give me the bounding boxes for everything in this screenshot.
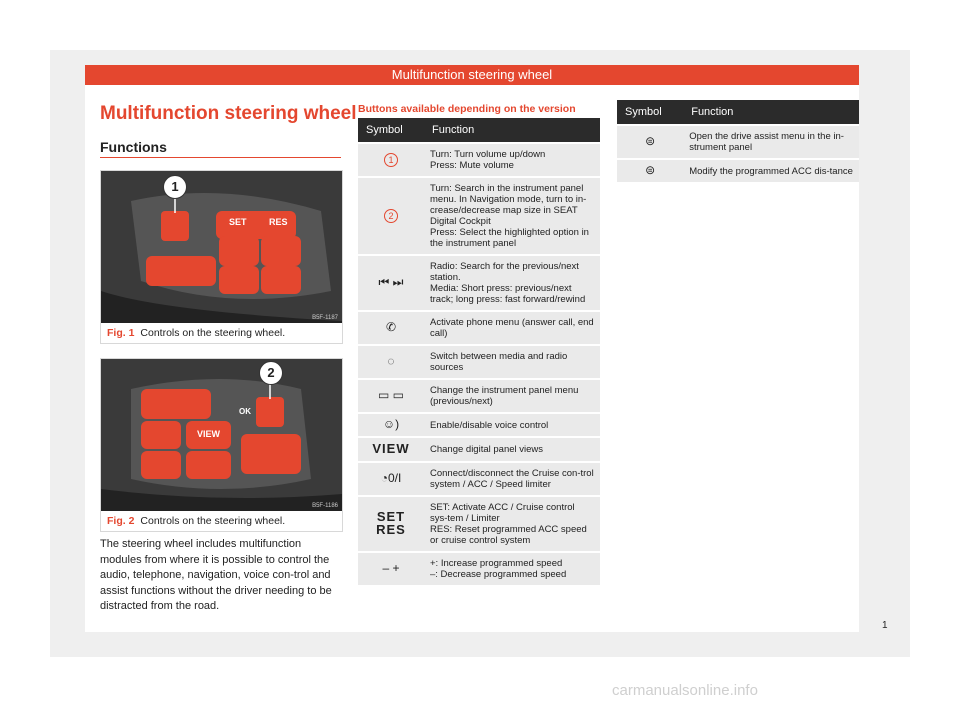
symbol-cell bbox=[358, 552, 424, 585]
function-cell: SET: Activate ACC / Cruise control sys-tem / Limiter RES: Reset programmed ACC speed or cruise control system bbox=[424, 496, 600, 552]
table-row bbox=[358, 177, 600, 255]
table-row bbox=[617, 159, 859, 182]
symbol-cell bbox=[358, 496, 424, 552]
assist-table bbox=[617, 100, 859, 182]
button-symbol-icon: 1 bbox=[384, 153, 398, 167]
function-cell: Change the instrument panel menu (previous/next) bbox=[424, 379, 600, 413]
steering-wheel-right-illustration bbox=[101, 359, 342, 511]
symbol-cell bbox=[358, 345, 424, 379]
symbol-cell bbox=[358, 462, 424, 496]
table-row bbox=[358, 496, 600, 552]
figure-2-label: Fig. 2 bbox=[107, 515, 135, 527]
section-heading: Multifunction steering wheel bbox=[100, 103, 357, 124]
button-symbol-icon: VIEW bbox=[372, 441, 410, 456]
button-symbol-icon: ◌ bbox=[387, 354, 395, 368]
figure-2-caption: Fig. 2 Controls on the steering wheel. bbox=[107, 515, 286, 527]
table-row bbox=[358, 143, 600, 177]
function-cell: Activate phone menu (answer call, end call) bbox=[424, 311, 600, 345]
button-symbol-icon: SET RES bbox=[376, 509, 406, 537]
table-row bbox=[358, 437, 600, 462]
figure-2-code: B5F-1186 bbox=[312, 503, 338, 509]
view-button-label: VIEW bbox=[197, 429, 221, 439]
figure-1-label: Fig. 1 bbox=[107, 327, 135, 339]
function-cell: Turn: Turn volume up/down Press: Mute volume bbox=[424, 143, 600, 177]
function-cell: +: Increase programmed speed –: Decrease programmed speed bbox=[424, 552, 600, 585]
figure-2 bbox=[100, 358, 343, 532]
button-symbol-icon: ⏮ ⏭ bbox=[378, 275, 404, 289]
button-symbol-icon: ⊜ bbox=[645, 163, 656, 177]
function-cell: Connect/disconnect the Cruise con-trol system / ACC / Speed limiter bbox=[424, 462, 600, 496]
col-function: Function bbox=[424, 118, 600, 143]
button-symbol-icon: ⊜ bbox=[645, 134, 656, 148]
symbol-cell bbox=[358, 255, 424, 311]
set-button-label: SET bbox=[229, 217, 247, 227]
ok-label: OK bbox=[239, 407, 251, 416]
symbol-cell bbox=[358, 437, 424, 462]
intro-paragraph: The steering wheel includes multifunction modules from where it is possible to control the audio, telephone, navigation, voice con-trol and assist functions without the driver needing to be distracted from the road. bbox=[100, 538, 332, 612]
table-row bbox=[358, 379, 600, 413]
function-cell: Enable/disable voice control bbox=[424, 413, 600, 437]
button-symbol-icon: ✆ bbox=[385, 320, 397, 334]
button-symbol-icon: ▭ ▭ bbox=[377, 388, 404, 402]
figure-2-image bbox=[101, 359, 342, 511]
section-subheading: Functions bbox=[100, 139, 167, 155]
watermark: carmanualsonline.info bbox=[612, 682, 758, 699]
button-symbol-icon: ◔0/I bbox=[380, 471, 402, 485]
button-symbol-icon: ☺) bbox=[382, 417, 400, 431]
res-button-label: RES bbox=[269, 217, 288, 227]
table-row bbox=[358, 255, 600, 311]
table-row bbox=[358, 462, 600, 496]
symbol-cell bbox=[358, 413, 424, 437]
function-cell: Turn: Search in the instrument panel menu. In Navigation mode, turn to in-crease/decrease map size in SEAT Digital Cockpit Press: Select the highlighted option in the instrument panel bbox=[424, 177, 600, 255]
function-cell: Modify the programmed ACC dis-tance bbox=[683, 159, 859, 182]
button-symbol-icon: – + bbox=[382, 561, 400, 575]
buttons-table-title: Buttons available depending on the version bbox=[358, 103, 576, 115]
function-cell: Radio: Search for the previous/next station. Media: Short press: previous/next track; long press: fast forward/rewind bbox=[424, 255, 600, 311]
col-symbol: Symbol bbox=[617, 100, 683, 125]
callout-1: 1 bbox=[163, 175, 187, 199]
heading-rule bbox=[100, 157, 341, 158]
function-cell: Open the drive assist menu in the in-strument panel bbox=[683, 125, 859, 159]
figure-1-code: B5F-1187 bbox=[312, 315, 338, 321]
symbol-cell bbox=[617, 125, 683, 159]
figure-1 bbox=[100, 170, 343, 344]
function-cell: Switch between media and radio sources bbox=[424, 345, 600, 379]
page-header: Multifunction steering wheel bbox=[85, 65, 859, 85]
steering-wheel-left-illustration bbox=[101, 171, 342, 323]
table-row bbox=[617, 125, 859, 159]
table-row bbox=[358, 345, 600, 379]
callout-2: 2 bbox=[259, 361, 283, 385]
symbol-cell bbox=[358, 379, 424, 413]
symbol-cell bbox=[617, 159, 683, 182]
symbol-cell bbox=[358, 177, 424, 255]
table-row bbox=[358, 311, 600, 345]
table-row bbox=[358, 552, 600, 585]
symbol-cell bbox=[358, 311, 424, 345]
button-symbol-icon: 2 bbox=[384, 209, 398, 223]
page-number: 1 bbox=[882, 620, 888, 631]
buttons-table bbox=[358, 118, 600, 585]
table-row bbox=[358, 413, 600, 437]
col-symbol: Symbol bbox=[358, 118, 424, 143]
figure-1-caption: Fig. 1 Controls on the steering wheel. bbox=[107, 327, 286, 339]
symbol-cell bbox=[358, 143, 424, 177]
col-function: Function bbox=[683, 100, 859, 125]
function-cell: Change digital panel views bbox=[424, 437, 600, 462]
figure-1-image bbox=[101, 171, 342, 323]
